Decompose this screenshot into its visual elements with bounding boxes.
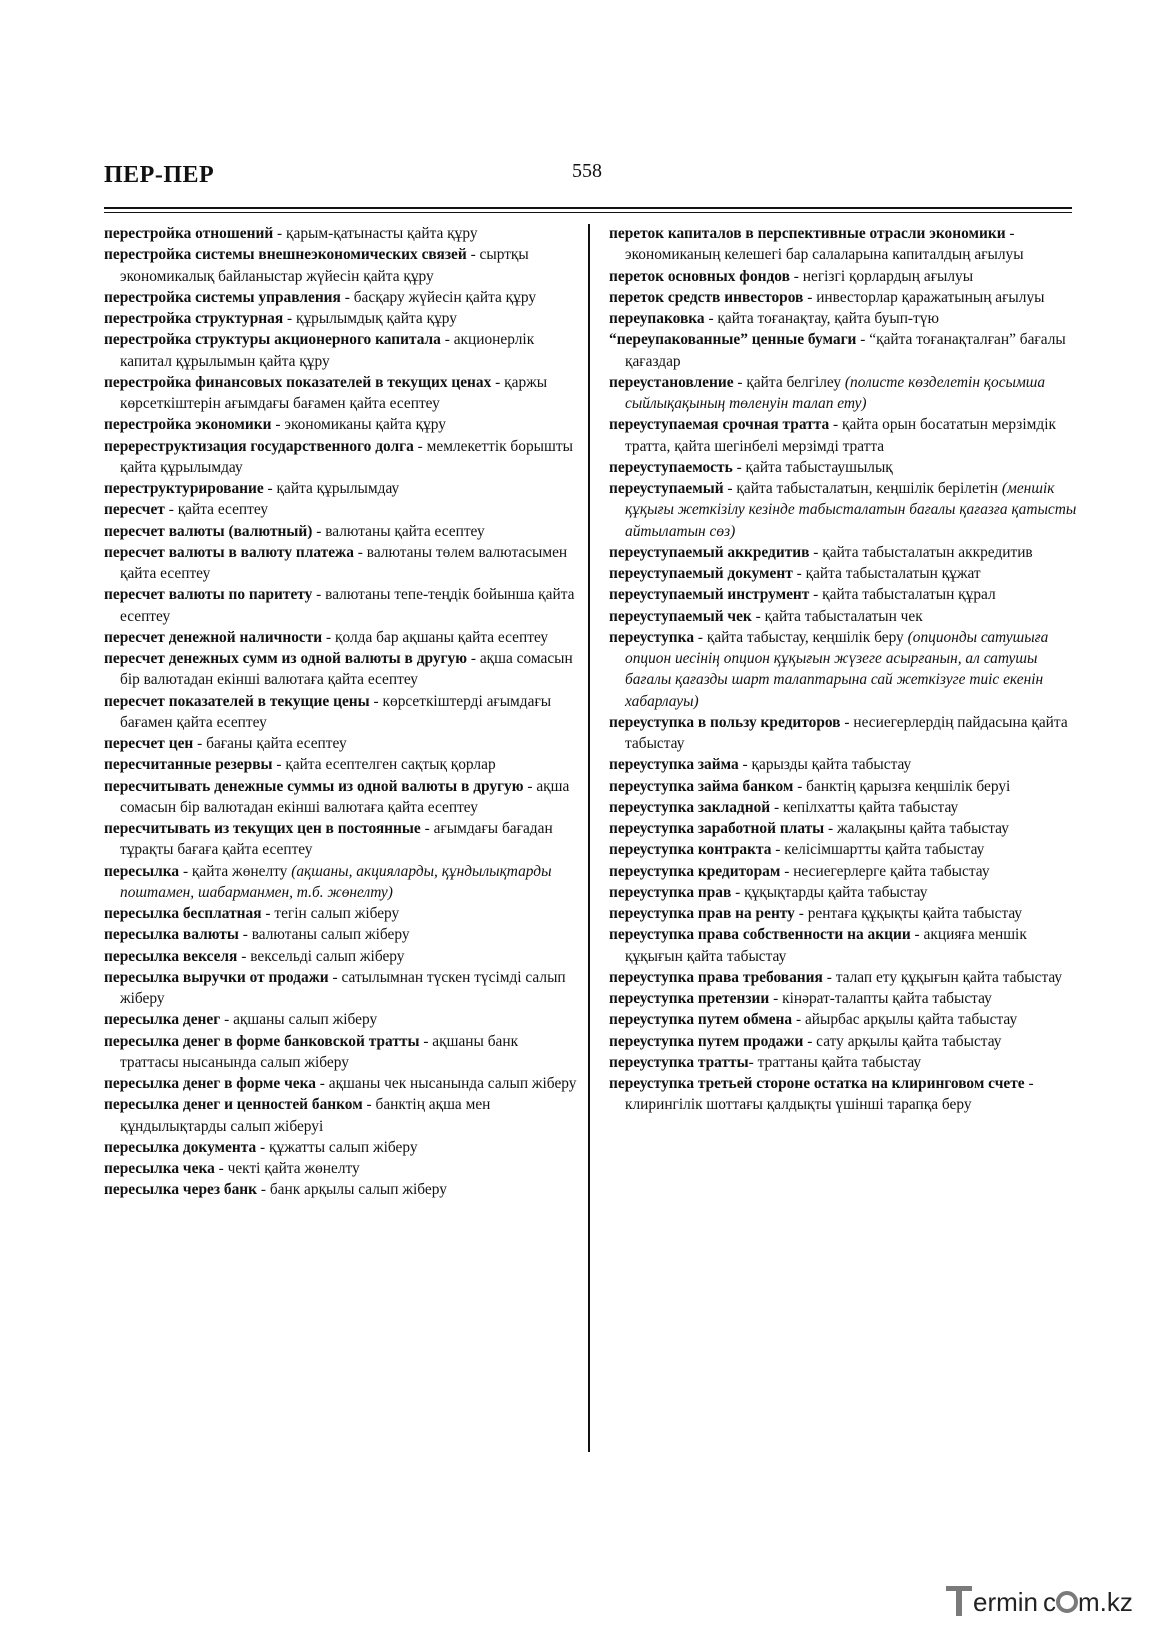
entry-definition: қайта табысталатын, кеңшілік берілетін bbox=[736, 480, 999, 497]
header-rule bbox=[104, 207, 1072, 209]
entry-definition: негізгі қорлардың ағылуы bbox=[802, 267, 974, 285]
entry-term: пересчет валюты (валютный) bbox=[104, 522, 313, 540]
entry-definition: кінәрат-талапты қайта табыстау bbox=[782, 990, 992, 1007]
dictionary-entry: перестройка структуры акционерного капитала - акционерлік капитал құрылымын қайта құру bbox=[104, 331, 535, 370]
entry-term: переуступка права собственности на акции bbox=[609, 926, 911, 944]
dictionary-entry: переуступаемая срочная тратта - қайта орын босататын мерзімдік тратта, қайта шегінбелі мерзімді тратта bbox=[609, 416, 1056, 455]
dictionary-entry: переуступаемость - қайта табыстаушылық bbox=[609, 458, 893, 476]
dictionary-entry: переуступка в пользу кредиторов - несиегерлердің пайдасына қайта табыстау bbox=[609, 713, 1068, 752]
dictionary-entry: переуступаемый аккредитив - қайта табысталатын аккредитив bbox=[609, 543, 1033, 561]
entry-definition: ақшаны чек нысанында салып жіберу bbox=[328, 1075, 577, 1092]
page-header bbox=[104, 158, 1072, 210]
dictionary-entry: пересылка денег - ақшаны салып жіберу bbox=[104, 1011, 378, 1029]
entry-definition: ақша сомасын бір валютадан екінші валютаға қайта есептеу bbox=[120, 777, 570, 816]
dictionary-entry: переупаковка - қайта тоғанақтау, қайта буып-түю bbox=[609, 310, 939, 327]
dictionary-entry: пересчет цен - бағаны қайта есептеу bbox=[104, 735, 347, 752]
entry-definition: инвесторлар қаражатының ағылуы bbox=[816, 288, 1045, 306]
dictionary-entry: пересчет показателей в текущие цены - көрсеткіштерді ағымдағы бағамен қайта есептеу bbox=[104, 692, 552, 731]
entry-term: переупаковка bbox=[609, 310, 705, 327]
entry-note: (ақшаны, акцияларды, құндылықтарды поштамен, шабарманмен, т.б. жөнелту) bbox=[120, 862, 552, 901]
entry-term: переуступка претензии bbox=[609, 990, 770, 1007]
svg-text:ermin: ermin bbox=[973, 1587, 1039, 1617]
entry-term: переуступка прав bbox=[609, 883, 732, 901]
entry-term: перестройка структуры акционерного капитала bbox=[104, 331, 441, 349]
entry-definition: қарым-қатынасты қайта құру bbox=[286, 225, 478, 242]
entry-term: переуступка в пользу кредиторов bbox=[609, 713, 841, 731]
entry-term: пересчет валюты в валюту платежа bbox=[104, 543, 354, 561]
entry-definition: қарызды қайта табыстау bbox=[751, 756, 912, 774]
dictionary-entry: переуступаемый - қайта табысталатын, кеңшілік берілетін (меншік құқығы жеткізілу кезінде табысталатын бағалы қағазға қатысты айтылатын сөз) bbox=[609, 480, 1077, 540]
dictionary-entry: переуступаемый документ - қайта табысталатын құжат bbox=[609, 565, 981, 582]
entry-note: (полисте көзделетін қосымша сыйлықақының төленуін талап ету) bbox=[625, 373, 1046, 412]
svg-text:c: c bbox=[1043, 1587, 1056, 1617]
dictionary-entry: пересылка чека - чекті қайта жөнелту bbox=[104, 1160, 360, 1177]
entry-term: переуступаемый bbox=[609, 480, 724, 497]
dictionary-entry: “переупакованные” ценные бумаги - “қайта тоғанақталған” бағалы қағаздар bbox=[609, 331, 1066, 370]
entry-term: переток средств инвесторов bbox=[609, 288, 804, 306]
entry-term: переуступка контракта bbox=[609, 841, 772, 859]
dictionary-entry: переуступка займа - қарызды қайта табыстау bbox=[609, 756, 912, 774]
column-divider bbox=[588, 224, 590, 1452]
entry-term: пересылка валюты bbox=[104, 926, 239, 944]
entry-term: перестройка финансовых показателей в текущих ценах bbox=[104, 373, 492, 391]
dictionary-entry: перестройка системы внешнеэкономических связей - сыртқы экономикалық байланыстар жүйесін қайта құру bbox=[104, 246, 529, 285]
dictionary-entry: переуступка права требования - талап ету құқығын қайта табыстау bbox=[609, 968, 1063, 986]
entry-definition: көрсеткіштерді ағымдағы бағамен қайта есептеу bbox=[120, 692, 552, 731]
entry-definition: бағаны қайта есептеу bbox=[206, 735, 347, 752]
dictionary-entry: пересылка векселя - вексельді салып жіберу bbox=[104, 947, 405, 965]
dictionary-entry: перереструктизация государственного долга - мемлекеттік борышты қайта құрылымдау bbox=[104, 437, 573, 476]
entry-term: переуступаемая срочная тратта bbox=[609, 416, 830, 434]
entry-definition: ақшаны салып жіберу bbox=[233, 1011, 378, 1029]
entry-term: переструктурирование bbox=[104, 480, 264, 497]
dictionary-entry: пересылка документа - құжатты салып жіберу bbox=[104, 1138, 418, 1156]
dictionary-entry: переуступка путем обмена - айырбас арқылы қайта табыстау bbox=[609, 1011, 1018, 1029]
entry-term: переуступка закладной bbox=[609, 798, 771, 816]
entry-term: пересчитанные резервы bbox=[104, 756, 273, 774]
dictionary-entry: переустановление - қайта белгілеу (полисте көзделетін қосымша сыйлықақының төленуін талап ету) bbox=[609, 373, 1046, 412]
entry-term: пересылка документа bbox=[104, 1138, 257, 1156]
entry-definition: “қайта тоғанақталған” бағалы қағаздар bbox=[625, 331, 1066, 370]
entry-definition: валютаны тепе-теңдік бойынша қайта есептеу bbox=[120, 586, 575, 625]
entry-term: перестройка структурная bbox=[104, 310, 284, 327]
dictionary-entry: переток основных фондов - негізгі қорлардың ағылуы bbox=[609, 267, 974, 285]
entry-term: перестройка системы управления bbox=[104, 288, 341, 306]
entry-definition: ақшаны банк траттасы нысанында салып жіберу bbox=[120, 1032, 519, 1071]
dictionary-entry: пересылка бесплатная - тегін салып жіберу bbox=[104, 905, 400, 922]
entry-definition: қайта жөнелту bbox=[191, 862, 288, 880]
entry-term: “переупакованные” ценные бумаги bbox=[609, 331, 857, 349]
entry-note: (меншік құқығы жеткізілу кезінде табысталатын бағалы қағазға қатысты айтылатын сөз) bbox=[625, 480, 1077, 540]
entry-definition: қайта есептелген сақтық қорлар bbox=[285, 756, 496, 774]
entry-definition: рентаға құқықты қайта табыстау bbox=[807, 905, 1023, 922]
dictionary-entry: переуступка третьей стороне остатка на клиринговом счете - клирингілік шоттағы қалдықты үшінші тарапқа беру bbox=[609, 1075, 1034, 1114]
dictionary-entry: переуступка займа банком - банктің қарызға кеңшілік беруі bbox=[609, 777, 1011, 795]
entry-term: переустановление bbox=[609, 373, 734, 391]
dictionary-entry: пересылка - қайта жөнелту (ақшаны, акцияларды, құндылықтарды поштамен, шабарманмен, т.б. жөнелту) bbox=[104, 862, 552, 901]
dictionary-entry: переуступка претензии - кінәрат-талапты қайта табыстау bbox=[609, 990, 992, 1007]
entry-definition: мемлекеттік борышты қайта құрылымдау bbox=[120, 437, 573, 476]
entry-definition: қаржы көрсеткіштерін ағымдағы бағамен қайта есептеу bbox=[120, 373, 548, 412]
entry-definition: ақша сомасын бір валютадан екінші валютаға қайта есептеу bbox=[120, 650, 573, 689]
svg-text:m.kz: m.kz bbox=[1078, 1587, 1133, 1617]
entry-term: перестройка отношений bbox=[104, 225, 274, 242]
entry-term: пересчитывать из текущих цен в постоянные bbox=[104, 820, 421, 837]
dictionary-entry: переуступка закладной - кепілхатты қайта табыстау bbox=[609, 798, 959, 816]
watermark-logo bbox=[942, 1580, 1138, 1620]
entry-term: переуступка путем продажи bbox=[609, 1032, 804, 1050]
dictionary-entry: пересылка денег в форме банковской тратты - ақшаны банк траттасы нысанында салып жіберу bbox=[104, 1032, 519, 1071]
entry-definition: қайта табысталатын құжат bbox=[805, 565, 981, 582]
entry-definition: траттаны қайта табыстау bbox=[757, 1053, 922, 1071]
dictionary-entry: пересчитывать денежные суммы из одной валюты в другую - ақша сомасын бір валютадан екінші валютаға қайта есептеу bbox=[104, 777, 570, 816]
entry-definition: жалақыны қайта табыстау bbox=[837, 820, 1009, 837]
dictionary-entry: переуступка заработной платы - жалақыны қайта табыстау bbox=[609, 820, 1009, 837]
termincom-logo-icon bbox=[942, 1580, 1138, 1620]
entry-term: переуступка тратты bbox=[609, 1053, 749, 1071]
page-number: 558 bbox=[572, 160, 602, 182]
entry-term: пересчет денежной наличности bbox=[104, 628, 323, 646]
dictionary-entry: переуступка кредиторам - несиегерлерге қайта табыстау bbox=[609, 862, 990, 880]
dictionary-entry: пересылка через банк - банк арқылы салып жіберу bbox=[104, 1181, 447, 1199]
entry-definition: несиегерлерге қайта табыстау bbox=[793, 862, 990, 880]
entry-definition: валютаны қайта есептеу bbox=[325, 522, 485, 540]
entry-term: переуступаемый инструмент bbox=[609, 586, 810, 604]
entry-definition: тегін салып жіберу bbox=[274, 905, 400, 922]
entry-definition: банк арқылы салып жіберу bbox=[269, 1181, 447, 1199]
left-column bbox=[104, 223, 578, 1201]
dictionary-entry: переуступка тратты- траттаны қайта табыстау bbox=[609, 1053, 922, 1071]
entry-definition: келісімшартты қайта табыстау bbox=[784, 841, 985, 859]
dictionary-entry: перестройка системы управления - басқару жүйесін қайта құру bbox=[104, 288, 537, 306]
dictionary-entry: пересчет денежной наличности - қолда бар ақшаны қайта есептеу bbox=[104, 628, 549, 646]
entry-term: пересылка через банк bbox=[104, 1181, 257, 1199]
entry-term: пересылка бесплатная bbox=[104, 905, 262, 922]
entry-definition: вексельді салып жіберу bbox=[250, 947, 405, 965]
entry-definition: чекті қайта жөнелту bbox=[227, 1160, 360, 1177]
entry-term: переуступка прав на ренту bbox=[609, 905, 795, 922]
dictionary-entry: переуступка путем продажи - сату арқылы қайта табыстау bbox=[609, 1032, 1002, 1050]
entry-term: переуступка права требования bbox=[609, 968, 823, 986]
entry-definition: қайта табыстаушылық bbox=[745, 458, 893, 476]
entry-term: пересылка векселя bbox=[104, 947, 238, 965]
entry-definition: қайта орын босататын мерзімдік тратта, қайта шегінбелі мерзімді тратта bbox=[625, 416, 1056, 455]
dictionary-entry: перестройка финансовых показателей в текущих ценах - қаржы көрсеткіштерін ағымдағы бағамен қайта есептеу bbox=[104, 373, 548, 412]
entry-definition: қайта тоғанақтау, қайта буып-түю bbox=[717, 310, 939, 327]
dictionary-entry: переуступка права собственности на акции - акцияға меншік құқығын қайта табыстау bbox=[609, 926, 1027, 965]
entry-term: переуступка займа bbox=[609, 756, 739, 774]
entry-term: переуступка заработной платы bbox=[609, 820, 825, 837]
entry-definition: басқару жүйесін қайта құру bbox=[353, 288, 537, 306]
dictionary-entry: переток средств инвесторов - инвесторлар қаражатының ағылуы bbox=[609, 288, 1045, 306]
entry-definition: қайта табысталатын құрал bbox=[822, 586, 996, 604]
entry-definition: несиегерлердің пайдасына қайта табыстау bbox=[625, 713, 1068, 752]
running-head: ПЕР-ПЕР bbox=[104, 162, 215, 188]
entry-term: переуступаемость bbox=[609, 458, 733, 476]
entry-term: переток основных фондов bbox=[609, 267, 790, 285]
right-column bbox=[609, 223, 1083, 1116]
dictionary-entry: переуступка - қайта табыстау, кеңшілік беру (опционды сатушыға опцион иесінің опцион құқығын жүзеге асырғанын, ал сатушы бағалы қағазды шарт талаптарына сай жеткізуге тиіс екенін хабарлауы) bbox=[609, 628, 1049, 710]
entry-term: переуступка третьей стороне остатка на клиринговом счете bbox=[609, 1075, 1025, 1092]
entry-term: переуступаемый чек bbox=[609, 607, 752, 625]
dictionary-entry: пересчет валюты по паритету - валютаны тепе-теңдік бойынша қайта есептеу bbox=[104, 586, 575, 625]
dictionary-entry: перестройка экономики - экономиканы қайта құру bbox=[104, 416, 446, 434]
dictionary-entry: пересчитывать из текущих цен в постоянные - ағымдағы бағадан тұрақты бағаға қайта есептеу bbox=[104, 820, 553, 859]
entry-term: пересылка денег bbox=[104, 1011, 221, 1029]
entry-term: перестройка экономики bbox=[104, 416, 272, 434]
dictionary-entry: пересчитанные резервы - қайта есептелген сақтық қорлар bbox=[104, 756, 496, 774]
entry-term: переуступка займа банком bbox=[609, 777, 794, 795]
entry-definition: банктің қарызға кеңшілік беруі bbox=[806, 777, 1011, 795]
entry-definition: қайта белгілеу bbox=[746, 373, 842, 391]
dictionary-entry: переуступка прав - құқықтарды қайта табыстау bbox=[609, 883, 928, 901]
entry-definition: акционерлік капитал құрылымын қайта құру bbox=[120, 331, 535, 370]
dictionary-entry: пересылка денег и ценностей банком - банктің ақша мен құндылықтарды салып жіберуі bbox=[104, 1096, 491, 1135]
dictionary-entry: перестройка отношений - қарым-қатынасты қайта құру bbox=[104, 225, 478, 242]
entry-definition: құжатты салып жіберу bbox=[269, 1138, 418, 1156]
dictionary-entry: переток капиталов в перспективные отрасли экономики - экономиканың келешегі бар салаларына капиталдың ағылуы bbox=[609, 225, 1024, 264]
dictionary-entry: пересчет валюты в валюту платежа - валютаны төлем валютасымен қайта есептеу bbox=[104, 543, 568, 582]
entry-term: пересчитывать денежные суммы из одной валюты в другую bbox=[104, 777, 524, 795]
entry-term: перестройка системы внешнеэкономических связей bbox=[104, 246, 467, 264]
entry-term: переуступка bbox=[609, 628, 695, 646]
entry-definition: құрылымдық қайта құру bbox=[296, 310, 457, 327]
dictionary-entry: пересылка выручки от продажи - сатылымнан түскен түсімді салып жіберу bbox=[104, 968, 566, 1007]
entry-term: переуступка путем обмена bbox=[609, 1011, 793, 1029]
entry-term: пересчет цен bbox=[104, 735, 194, 752]
dictionary-entry: пересылка валюты - валютаны салып жіберу bbox=[104, 926, 410, 944]
entry-term: пересылка чека bbox=[104, 1160, 215, 1177]
dictionary-entry: переуступаемый чек - қайта табысталатын чек bbox=[609, 607, 923, 625]
dictionary-entry: пересчет денежных сумм из одной валюты в другую - ақша сомасын бір валютадан екінші валютаға қайта есептеу bbox=[104, 650, 573, 689]
entry-definition: экономиканы қайта құру bbox=[284, 416, 446, 434]
entry-definition: сатылымнан түскен түсімді салып жіберу bbox=[120, 968, 566, 1007]
entry-term: переток капиталов в перспективные отрасли экономики bbox=[609, 225, 1006, 242]
entry-term: пересчет валюты по паритету bbox=[104, 586, 313, 604]
entry-definition: клирингілік шоттағы қалдықты үшінші тарапқа беру bbox=[625, 1096, 972, 1114]
entry-term: перереструктизация государственного долга bbox=[104, 437, 414, 455]
entry-term: пересылка денег в форме чека bbox=[104, 1075, 316, 1092]
entry-definition: акцияға меншік құқығын қайта табыстау bbox=[625, 926, 1027, 965]
entry-definition: айырбас арқылы қайта табыстау bbox=[804, 1011, 1018, 1029]
entry-definition: қайта есептеу bbox=[177, 501, 269, 519]
entry-definition: қайта табысталатын чек bbox=[764, 607, 923, 625]
entry-definition: экономиканың келешегі бар салаларына капиталдың ағылуы bbox=[625, 246, 1024, 264]
dictionary-entry: перестройка структурная - құрылымдық қайта құру bbox=[104, 310, 457, 327]
entry-term: переуступаемый документ bbox=[609, 565, 793, 582]
entry-term: переуступка кредиторам bbox=[609, 862, 781, 880]
dictionary-entry: переуступаемый инструмент - қайта табысталатын құрал bbox=[609, 586, 996, 604]
entry-definition: сыртқы экономикалық байланыстар жүйесін қайта құру bbox=[120, 246, 529, 285]
entry-definition: талап ету құқығын қайта табыстау bbox=[835, 968, 1063, 986]
entry-definition: сату арқылы қайта табыстау bbox=[816, 1032, 1002, 1050]
header-rule-thin bbox=[104, 212, 1072, 213]
entry-term: пересылка денег в форме банковской тратты bbox=[104, 1032, 420, 1050]
entry-definition: қайта табыстау, кеңшілік беру bbox=[706, 628, 904, 646]
entry-term: пересылка денег и ценностей банком bbox=[104, 1096, 363, 1114]
entry-definition: банктің ақша мен құндылықтарды салып жіберуі bbox=[120, 1096, 491, 1135]
dictionary-entry: пересчет - қайта есептеу bbox=[104, 501, 269, 519]
dictionary-entry: пересылка денег в форме чека - ақшаны чек нысанында салып жіберу bbox=[104, 1075, 577, 1092]
entry-term: пересылка выручки от продажи bbox=[104, 968, 329, 986]
entry-definition: кепілхатты қайта табыстау bbox=[782, 798, 959, 816]
dictionary-entry: переуступка контракта - келісімшартты қайта табыстау bbox=[609, 841, 985, 859]
entry-term: пересчет денежных сумм из одной валюты в другую bbox=[104, 650, 467, 667]
entry-term: пересчет показателей в текущие цены bbox=[104, 692, 370, 710]
dictionary-entry: переструктурирование - қайта құрылымдау bbox=[104, 480, 400, 497]
entry-definition: қайта құрылымдау bbox=[276, 480, 400, 497]
entry-definition: валютаны салып жіберу bbox=[251, 926, 410, 944]
entry-definition: құқықтарды қайта табыстау bbox=[744, 883, 928, 901]
entry-definition: валютаны төлем валютасымен қайта есептеу bbox=[120, 543, 568, 582]
dictionary-entry: переуступка прав на ренту - рентаға құқықты қайта табыстау bbox=[609, 905, 1023, 922]
entry-definition: ағымдағы бағадан тұрақты бағаға қайта есептеу bbox=[120, 820, 553, 859]
entry-term: пересылка bbox=[104, 862, 180, 880]
entry-note: (опционды сатушыға опцион иесінің опцион құқығын жүзеге асырғанын, ал сатушы бағалы қағазды шарт талаптарына сай жеткізуге тиіс екенін хабарлауы) bbox=[625, 628, 1049, 710]
dictionary-entry: пересчет валюты (валютный) - валютаны қайта есептеу bbox=[104, 522, 485, 540]
entry-definition: қайта табысталатын аккредитив bbox=[822, 543, 1033, 561]
entry-term: пересчет bbox=[104, 501, 165, 519]
entry-definition: қолда бар ақшаны қайта есептеу bbox=[335, 628, 549, 646]
entry-term: переуступаемый аккредитив bbox=[609, 543, 810, 561]
